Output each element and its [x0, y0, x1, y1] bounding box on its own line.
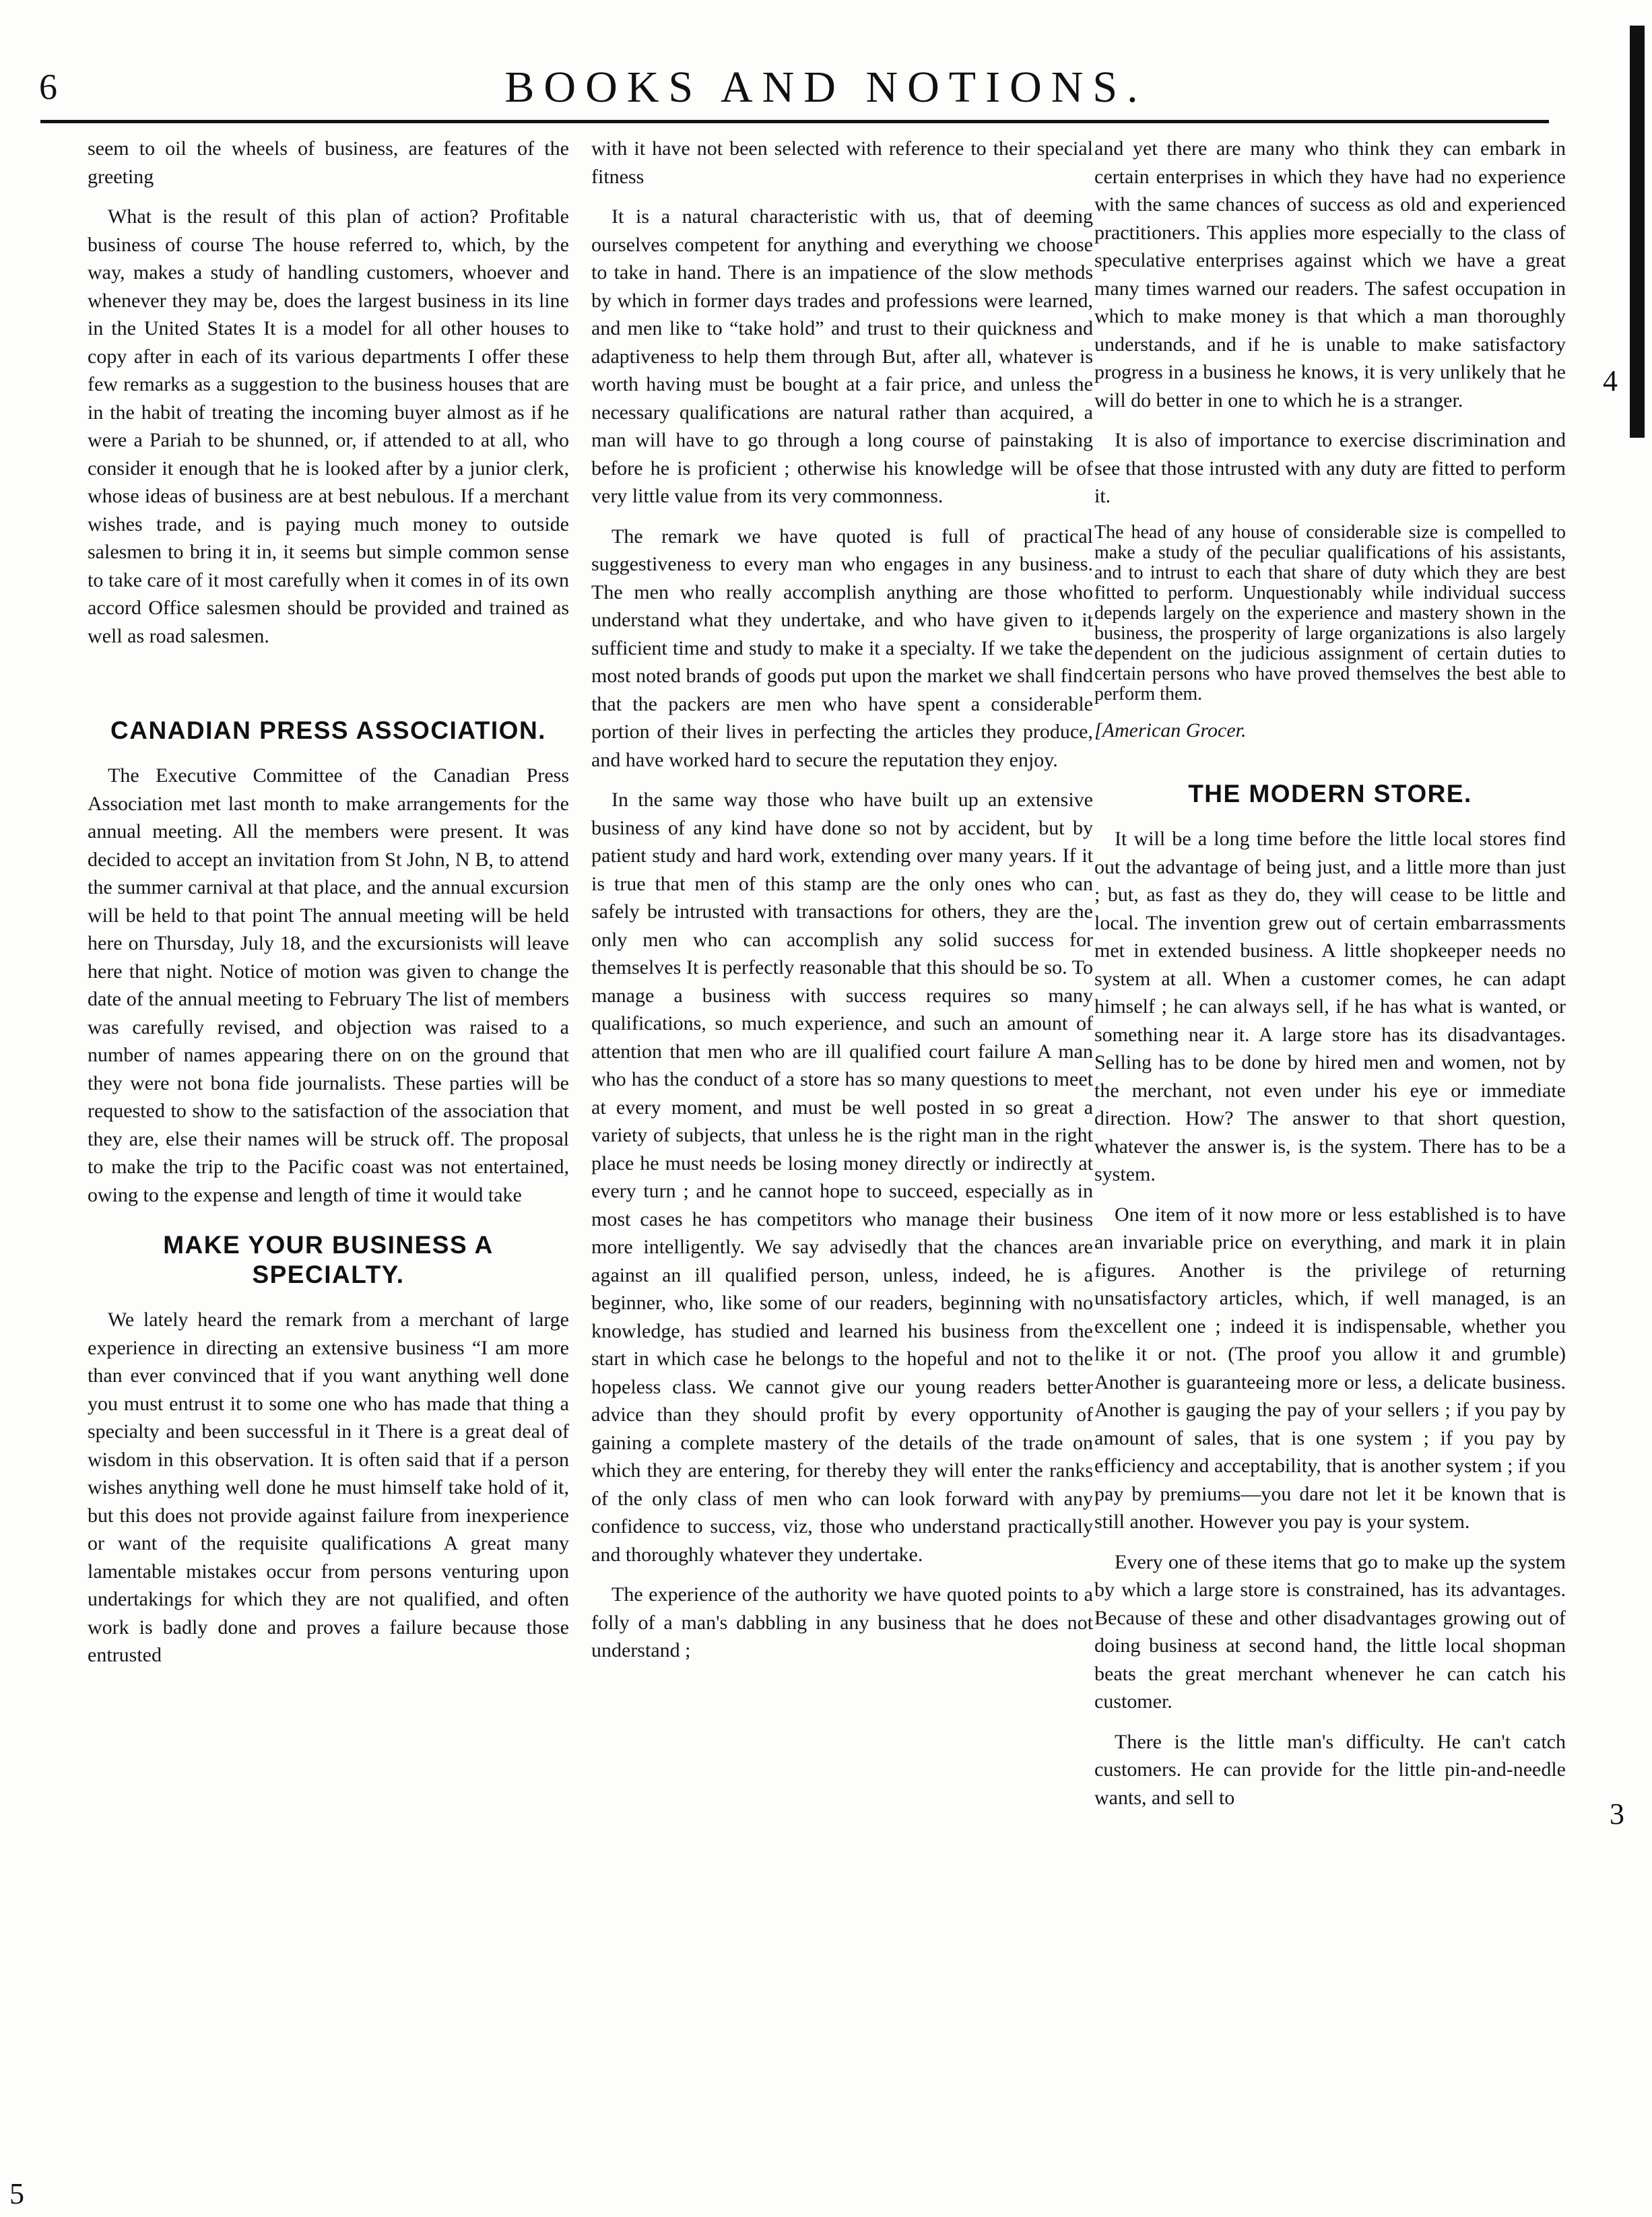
article-paragraph: Every one of these items that go to make up the system by which a large store is constrained, has its advantages. Because of these and other disadvantages growing out of doing business at second hand, the little local shopman beats the great merchant whenever he can catch his customer.	[1094, 1550, 1566, 1713]
section-heading: CANADIAN PRESS ASSOCIATION.	[110, 717, 546, 744]
article-paragraph: seem to oil the wheels of business, are features of the greeting	[88, 137, 569, 188]
margin-mark: 5	[9, 2177, 24, 2210]
article-paragraph: and yet there are many who think they can embark in certain enterprises in which they have had no experience with the same chances of success as old and experienced practitioners. This applies more especially to the class of speculative enterprises against which we have a great many times warned our readers. The safest occupation in which to make money is that which a man thoroughly understands, and if he is unable to make satisfactory progress in a business he knows, it is very unlikely that he will do better in one to which he is a stranger.	[1094, 137, 1566, 411]
article-paragraph: We lately heard the remark from a merchant of large experience in directing an extensive business “I am more than ever convinced that if you want anything well done you must entrust it to some one who has made that thing a specialty and been successful in it There is a great deal of wisdom in this observation. It is often said that if a person wishes anything well done he must himself take hold of it, but this does not provide against failure from inexperience or want of the requisite qualifications A great many lamentable mistakes occur from persons venturing upon undertakings for which they are not qualified, and often work is badly done and proves a failure because those entrusted	[88, 1309, 569, 1666]
page-number: 6	[39, 67, 57, 107]
article-paragraph: It will be a long time before the little local stores find out the advantage of being just, and a little more than just ; but, as fast as they do, they will cease to be little and local. The invention grew out of certain embarrassments met in extended business. A little shopkeeper needs no system at all. When a customer comes, he can adapt himself ; he can always sell, if he has what is wanted, or something near it. A large store has its disadvantages. Selling has to be done by hired men and women, not by the merchant, not even under his eye or immediate direction. How? The answer to that short question, whatever the answer is, is the system. There has to be a system.	[1094, 828, 1566, 1185]
article-paragraph: One item of it now more or less established is to have an invariable price on everything, and mark it in plain figures. Another is the privilege of returning unsatisfactory articles, which, if well managed, is an excellent one ; indeed it is indispensable, whether you like it or not. (The proof you allow it and grumble) Another is guaranteeing more or less, a delicate business. Another is gauging the pay of your sellers ; if you pay by amount of sales, that is one system ; if you pay by efficiency and acceptability, that is another system ; if you pay by premiums—you dare not let it be known that is still another. However you pay is your system.	[1094, 1203, 1566, 1533]
column-left	[88, 135, 569, 1682]
section-heading: THE MODERN STORE.	[1188, 780, 1472, 807]
article-paragraph: The experience of the authority we have quoted points to a folly of a man's dabbling in any business that he does not understand ;	[591, 1583, 1093, 1661]
margin-mark: 3	[1610, 1797, 1624, 1830]
margin-mark: 4	[1603, 364, 1618, 397]
article-paragraph: The remark we have quoted is full of practical suggestiveness to every man who engages in any business. The men who really accomplish anything are those who understand what they undertake, and who have given to it sufficient time and study to make it a specialty. If we take the most noted brands of goods put upon the market we shall find that the packers are men who have spent a considerable portion of their lives in perfecting the articles they produce, and have worked hard to secure the reputation they enjoy.	[591, 525, 1093, 771]
section-heading: MAKE YOUR BUSINESS A SPECIALTY.	[163, 1231, 494, 1288]
article-paragraph: There is the little man's difficulty. He can't catch customers. He can provide for the little pin-and-needle wants, and sell to	[1094, 1730, 1566, 1809]
column-middle	[591, 135, 1093, 1677]
header-rule	[40, 120, 1549, 123]
page-edge-bar	[1630, 26, 1645, 438]
source-credit: [American Grocer.	[1094, 719, 1247, 741]
article-paragraph: It is also of importance to exercise discrimination and see that those intrusted with any duty are fitted to perform it.	[1094, 429, 1566, 507]
running-title: BOOKS AND NOTIONS.	[504, 63, 1148, 112]
article-paragraph: The Executive Committee of the Canadian Press Association met last month to make arrangements for the annual meeting. All the members were present. It was decided to accept an invitation from St John, N B, to attend the summer carnival at that place, and the annual excursion will be held to that point The annual meeting will be held here on Thursday, July 18, and the excursionists will leave here that night. Notice of motion was given to change the date of the annual meeting to February The list of members was carefully revised, and objection was raised to a number of names appearing there on on the ground that they were not bona fide journalists. These parties will be requested to show to the satisfaction of the association that they are, else their names will be struck off. The proposal to make the trip to the Pacific coast was not entertained, owing to the expense and length of time it would take	[88, 764, 569, 1206]
article-paragraph: In the same way those who have built up an extensive business of any kind have done so not by accident, but by patient study and hard work, extending over many years. If it is true that men of this stamp are the only ones who can safely be intrusted with transactions for others, they are the only men who can accomplish any solid success for themselves It is perfectly reasonable that this should be so. To manage a business with success requires so many qualifications, so much experience, and such an amount of attention that men who are ill qualified court failure A man who has the conduct of a store has so many questions to meet at every moment, and must be well posted in so great a variety of subjects, that unless he is the right man in the right place he must needs be losing money directly or indirectly at every turn ; and he cannot hope to succeed, especially as in most cases he has competitors who manage their business more intelligently. We say advisedly that the chances are against an ill qualified person, unless, indeed, he is a beginner, who, like some of our readers, beginning with no knowledge, has studied and learned his business from the start in which case he belongs to the hopeful and not to the hopeless class. We cannot give our young readers better advice than they should profit by every opportunity of gaining a complete mastery of the details of the trade on which they are entering, for thereby they will enter the ranks of the only class of men who can look forward with any confidence to success, viz, those who understand practically and thoroughly whatever they undertake.	[591, 789, 1093, 1566]
column-right	[1094, 135, 1566, 1824]
article-paragraph: with it have not been selected with reference to their special fitness	[591, 137, 1093, 188]
article-paragraph: What is the result of this plan of action? Profitable business of course The house referred to, which, by the way, makes a study of handling customers, whoever and whenever they may be, does the largest business in its line in the United States It is a model for all other houses to copy after in each of its various departments I offer these few remarks as a suggestion to the business houses that are in the habit of treating the incoming buyer almost as if he were a Pariah to be shunned, or, if attended to at all, who consider it enough that he is looked after by a junior clerk, whose ideas of business are at best nebulous. If a merchant wishes trade, and is paying much money to outside salesmen to bring it in, it seems but simple common sense to take care of it most carefully when it comes in of its own accord Office salesmen should be provided and trained as well as road salesmen.	[88, 205, 569, 647]
article-paragraph: The head of any house of considerable size is compelled to make a study of the peculiar qualifications of his assistants, and to intrust to each that share of duty which they are best fitted to perform. Unquestionably while individual success depends largely on the experience and mastery shown in the business, the prosperity of large organizations is also largely dependent on the judicious assignment of certain duties to certain persons who have proved themselves the best able to perform them.	[1094, 521, 1566, 704]
article-paragraph: It is a natural characteristic with us, that of deeming ourselves competent for anything and everything we choose to take in hand. There is an impatience of the slow methods by which in former days trades and professions were learned, and men like to “take hold” and trust to their quickness and adaptiveness to help them through But, after all, whatever is worth having must be bought at a fair price, and unless the necessary qualifications are natural rather than acquired, a man will have to go through a long course of painstaking before he is proficient ; otherwise his knowledge will be of very little value from its very commonness.	[591, 205, 1093, 507]
